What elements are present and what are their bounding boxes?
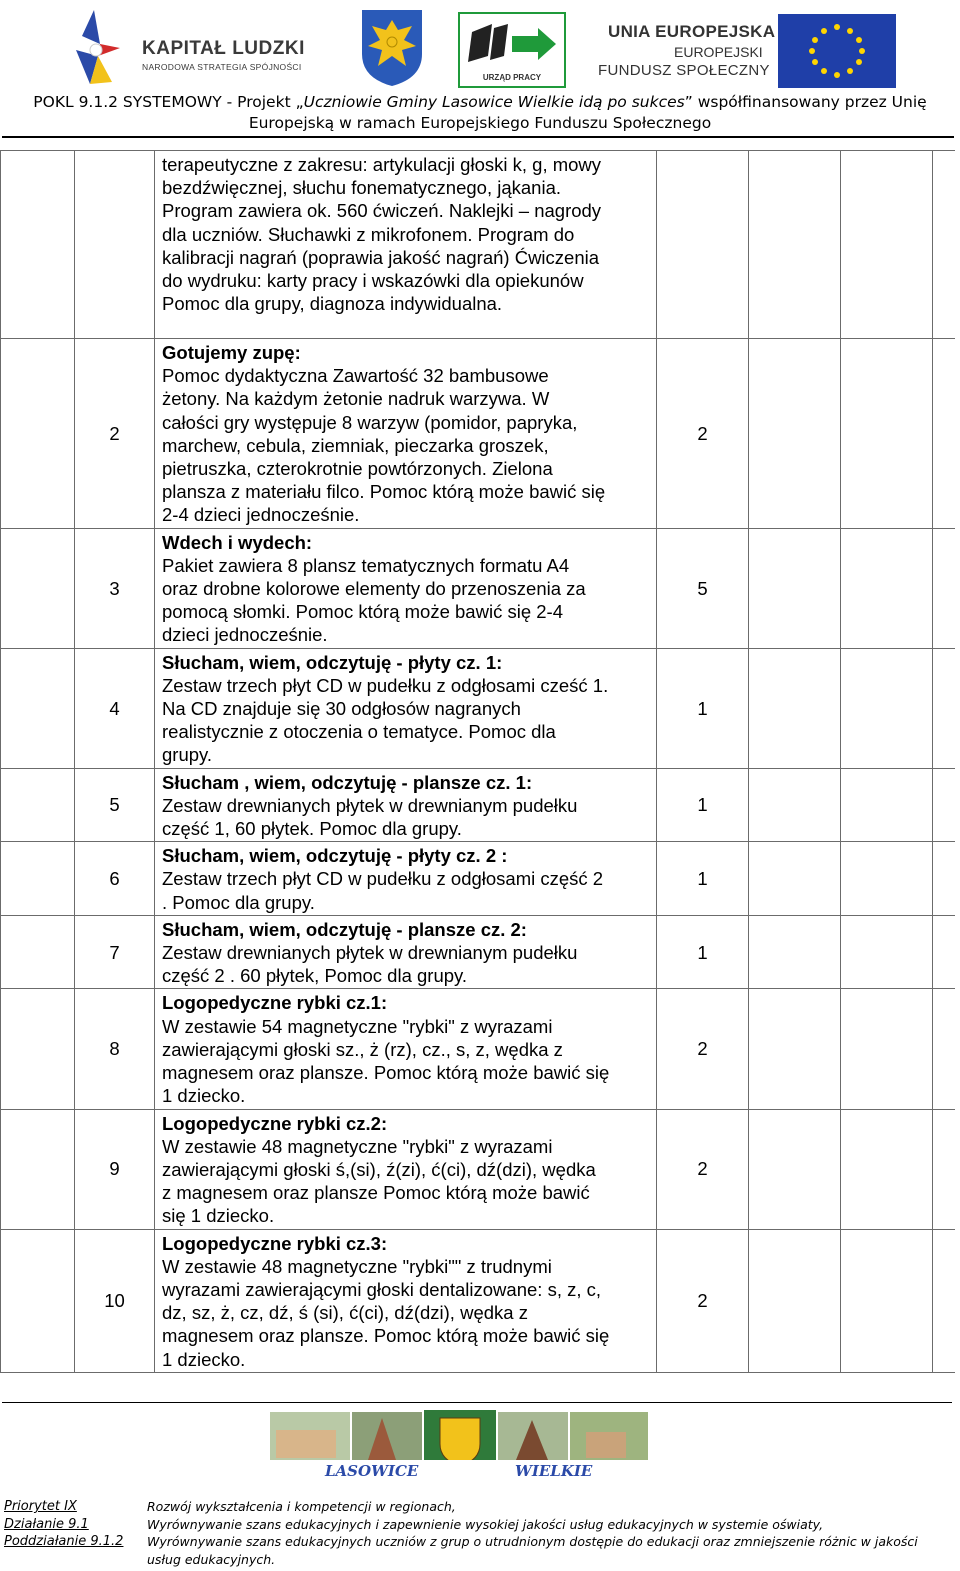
table-cell-empty xyxy=(841,528,933,648)
row-number: 4 xyxy=(75,648,155,768)
lasowice-wielkie-banner xyxy=(270,1410,648,1480)
table-row xyxy=(1,151,955,339)
row-number: 3 xyxy=(75,528,155,648)
project-title-line xyxy=(0,92,960,134)
row-number xyxy=(75,151,155,339)
table-cell-empty xyxy=(933,1229,955,1372)
table-cell-empty xyxy=(841,915,933,989)
item-title: Gotujemy zupę: xyxy=(162,342,301,363)
item-title: Logopedyczne rybki cz.2: xyxy=(162,1112,388,1134)
table-cell-empty xyxy=(933,1109,955,1229)
item-description: terapeutyczne z zakresu: artykulacji głoski k, g, mowy bezdźwięcznej, słuchu fonematycznego, jąkania. Program zawiera ok. 560 ćwiczeń. Naklejki – nagrody dla uczniów. Słuchawki z mikrofonem. Program do kalibracji nagrań (poprawia jakość nagrań) Ćwiczenia do wydruku: karty pracy i wskazówki dla opiekunów Pomoc dla grupy, diagnoza indywidualna. xyxy=(162,154,602,315)
eu-flag-icon xyxy=(778,14,896,88)
kapital-ludzki-star-icon xyxy=(72,6,142,88)
table-row xyxy=(1,1229,955,1372)
item-description: Zestaw trzech płyt CD w pudełku z odgłosami cześć 1. Na CD znajduje się 30 odgłosów nagranych realistycznie z otoczenia o tematyce. Pomoc dla grupy. xyxy=(162,674,609,766)
banner-text-wielkie: WIELKIE xyxy=(515,1462,593,1480)
item-description: Pomoc dydaktyczna Zawartość 32 bambusowe żetony. Na każdym żetonie nadruk warzywa. W całości gry występuje 8 warzyw (pomidor, papryka, marchew, cebula, ziemniak, pieczarka groszek, pietruszka, czterokrotnie powtórzonych. Zielona plansza z materiału filco. Pomoc którą może bawić się 2-4 dzieci jednocześnie. xyxy=(162,365,606,526)
table-row xyxy=(1,842,955,916)
banner-text-lasowice: LASOWICE xyxy=(325,1462,419,1480)
kapital-ludzki-name: KAPITAŁ LUDZKI xyxy=(142,38,305,59)
item-title: Słucham, wiem, odczytuję - plansze cz. 2: xyxy=(162,918,527,940)
table-cell-empty xyxy=(749,1109,841,1229)
kapital-ludzki-subtitle: NARODOWA STRATEGIA SPÓJNOŚCI xyxy=(142,62,302,72)
table-cell-empty xyxy=(1,1109,75,1229)
lasowice-wielkie-banner-image xyxy=(270,1410,648,1480)
row-description xyxy=(155,339,657,529)
row-number: 2 xyxy=(75,339,155,529)
table-cell-empty xyxy=(1,648,75,768)
footer-desc-line3: Wyrównywanie szans edukacyjnych uczniów z grup o utrudnionym dostępie do edukacji oraz zmniejszenie różnic w jakości xyxy=(147,1534,918,1549)
header-logos xyxy=(0,0,960,92)
row-quantity: 2 xyxy=(657,339,749,529)
item-description: Zestaw trzech płyt CD w pudełku z odgłosami część 2 . Pomoc dla grupy. xyxy=(162,868,604,913)
urzad-pracy-label: URZĄD PRACY xyxy=(482,73,542,82)
table-row xyxy=(1,768,955,842)
project-suffix: ” współfinansowany przez Unię xyxy=(684,93,927,111)
item-description: W zestawie 48 magnetyczne "rybki"" z trudnymi wyrazami zawierającymi głoski dentalizowane: s, z, c, dz, sz, ż, cz, dź, ś (si), ć(ci), dź(dzi), wędka z magnesem oraz plansze. Pomoc którą może bawić się 1 dziecko. xyxy=(162,1255,610,1370)
row-description xyxy=(155,1109,657,1229)
row-number: 6 xyxy=(75,842,155,916)
table-cell-empty xyxy=(1,842,75,916)
item-description: W zestawie 48 magnetyczne "rybki" z wyrazami zawierającymi głoski ś,(si), ź(zi), ć(ci), dź(dzi), wędka z magnesem oraz plansze Pomoc którą może bawić się 1 dziecko. xyxy=(162,1135,596,1227)
table-cell-empty xyxy=(841,648,933,768)
table-cell-empty xyxy=(933,915,955,989)
table-cell-empty xyxy=(933,648,955,768)
row-number: 5 xyxy=(75,768,155,842)
item-description: Zestaw drewnianych płytek w drewnianym pudełku część 2 . 60 płytek, Pomoc dla grupy. xyxy=(162,942,578,987)
row-quantity: 2 xyxy=(657,989,749,1109)
item-description: W zestawie 54 magnetyczne "rybki" z wyrazami zawierającymi głoski sz., ż (rz), cz., s, z, wędka z magnesem oraz plansze. Pomoc którą może bawić się 1 dziecko. xyxy=(162,1015,610,1107)
row-quantity xyxy=(657,151,749,339)
table-cell-empty xyxy=(841,1109,933,1229)
table-cell-empty xyxy=(1,151,75,339)
equipment-table xyxy=(0,150,955,1373)
footer-description-block xyxy=(147,1498,955,1568)
table-cell-empty xyxy=(749,842,841,916)
table-cell-empty xyxy=(749,989,841,1109)
row-description xyxy=(155,989,657,1109)
table-cell-empty xyxy=(841,768,933,842)
table-cell-empty xyxy=(841,989,933,1109)
row-quantity: 1 xyxy=(657,842,749,916)
footer-desc-line1: Rozwój wykształcenia i kompetencji w regionach, xyxy=(147,1499,456,1514)
table-cell-empty xyxy=(749,151,841,339)
table-row xyxy=(1,915,955,989)
row-quantity: 1 xyxy=(657,768,749,842)
row-number: 7 xyxy=(75,915,155,989)
eu-text-line2: EUROPEJSKI xyxy=(674,44,763,60)
table-row xyxy=(1,528,955,648)
row-description xyxy=(155,1229,657,1372)
item-description: Zestaw drewnianych płytek w drewnianym pudełku część 1, 60 płytek. Pomoc dla grupy. xyxy=(162,794,578,840)
table-cell-empty xyxy=(749,648,841,768)
table-cell-empty xyxy=(749,915,841,989)
table-cell-empty xyxy=(1,339,75,529)
table-cell-empty xyxy=(749,1229,841,1372)
row-number: 9 xyxy=(75,1109,155,1229)
item-title: Słucham , wiem, odczytuję - plansze cz. 1: xyxy=(162,771,533,793)
table-cell-empty xyxy=(1,1229,75,1372)
header-divider xyxy=(2,136,954,138)
table-cell-empty xyxy=(1,528,75,648)
footer-subaction: Poddziałanie 9.1.2 xyxy=(4,1534,124,1549)
table-row xyxy=(1,648,955,768)
row-quantity: 2 xyxy=(657,1109,749,1229)
item-title: Słucham, wiem, odczytuję - płyty cz. 1: xyxy=(162,651,503,673)
table-cell-empty xyxy=(933,842,955,916)
table-row xyxy=(1,339,955,529)
table-cell-empty xyxy=(749,528,841,648)
table-cell-empty xyxy=(933,989,955,1109)
kapital-ludzki-logo xyxy=(72,6,332,88)
project-line2: Europejską w ramach Europejskiego Funduszu Społecznego xyxy=(248,114,712,132)
eu-efs-logo xyxy=(596,14,896,88)
row-quantity: 5 xyxy=(657,528,749,648)
footer-action: Działanie 9.1 xyxy=(4,1516,89,1532)
table-cell-empty xyxy=(933,528,955,648)
table-row xyxy=(1,989,955,1109)
row-description xyxy=(155,842,657,916)
row-quantity: 1 xyxy=(657,648,749,768)
project-prefix: POKL 9.1.2 SYSTEMOWY - Projekt „ xyxy=(33,93,304,111)
table-cell-empty xyxy=(749,339,841,529)
table-cell-empty xyxy=(1,989,75,1109)
row-description xyxy=(155,768,657,842)
eu-text-line3: FUNDUSZ SPOŁECZNY xyxy=(598,62,770,79)
row-description xyxy=(155,915,657,989)
item-title: Logopedyczne rybki cz.1: xyxy=(162,992,388,1014)
item-title: Słucham, wiem, odczytuję - płyty cz. 2 : xyxy=(162,845,508,867)
urzad-pracy-logo xyxy=(458,12,566,88)
eagle-crest-icon xyxy=(358,6,426,88)
table-cell-empty xyxy=(933,339,955,529)
footer-divider xyxy=(2,1402,952,1403)
opole-eagle-crest xyxy=(358,6,426,88)
row-description xyxy=(155,648,657,768)
project-title: Uczniowie Gminy Lasowice Wielkie idą po sukces xyxy=(303,93,685,111)
row-description xyxy=(155,528,657,648)
row-number: 10 xyxy=(75,1229,155,1372)
table-row xyxy=(1,1109,955,1229)
table-cell-empty xyxy=(1,915,75,989)
footer-desc-line2: Wyrównywanie szans edukacyjnych i zapewnienie wysokiej jakości usług edukacyjnych w systemie oświaty, xyxy=(147,1516,824,1532)
table-cell-empty xyxy=(841,842,933,916)
row-description xyxy=(155,151,657,339)
footer-priority-block xyxy=(4,1498,123,1551)
item-description: Pakiet zawiera 8 plansz tematycznych formatu A4 oraz drobne kolorowe elementy do przenoszenia za pomocą słomki. Pomoc którą może bawić się 2-4 dzieci jednocześnie. xyxy=(162,554,586,646)
table-cell-empty xyxy=(749,768,841,842)
table-cell-empty xyxy=(1,768,75,842)
table-cell-empty xyxy=(933,768,955,842)
row-quantity: 1 xyxy=(657,915,749,989)
row-quantity: 2 xyxy=(657,1229,749,1372)
item-title: Wdech i wydech: xyxy=(162,531,313,553)
table-cell-empty xyxy=(841,151,933,339)
item-title: Logopedyczne rybki cz.3: xyxy=(162,1232,388,1254)
table-cell-empty xyxy=(933,151,955,339)
eu-text-line1: UNIA EUROPEJSKA xyxy=(608,22,776,41)
footer-desc-line4: usług edukacyjnych. xyxy=(147,1551,276,1567)
row-number: 8 xyxy=(75,989,155,1109)
table-cell-empty xyxy=(841,1229,933,1372)
table-cell-empty xyxy=(841,339,933,529)
footer-priority: Priorytet IX xyxy=(4,1499,77,1514)
